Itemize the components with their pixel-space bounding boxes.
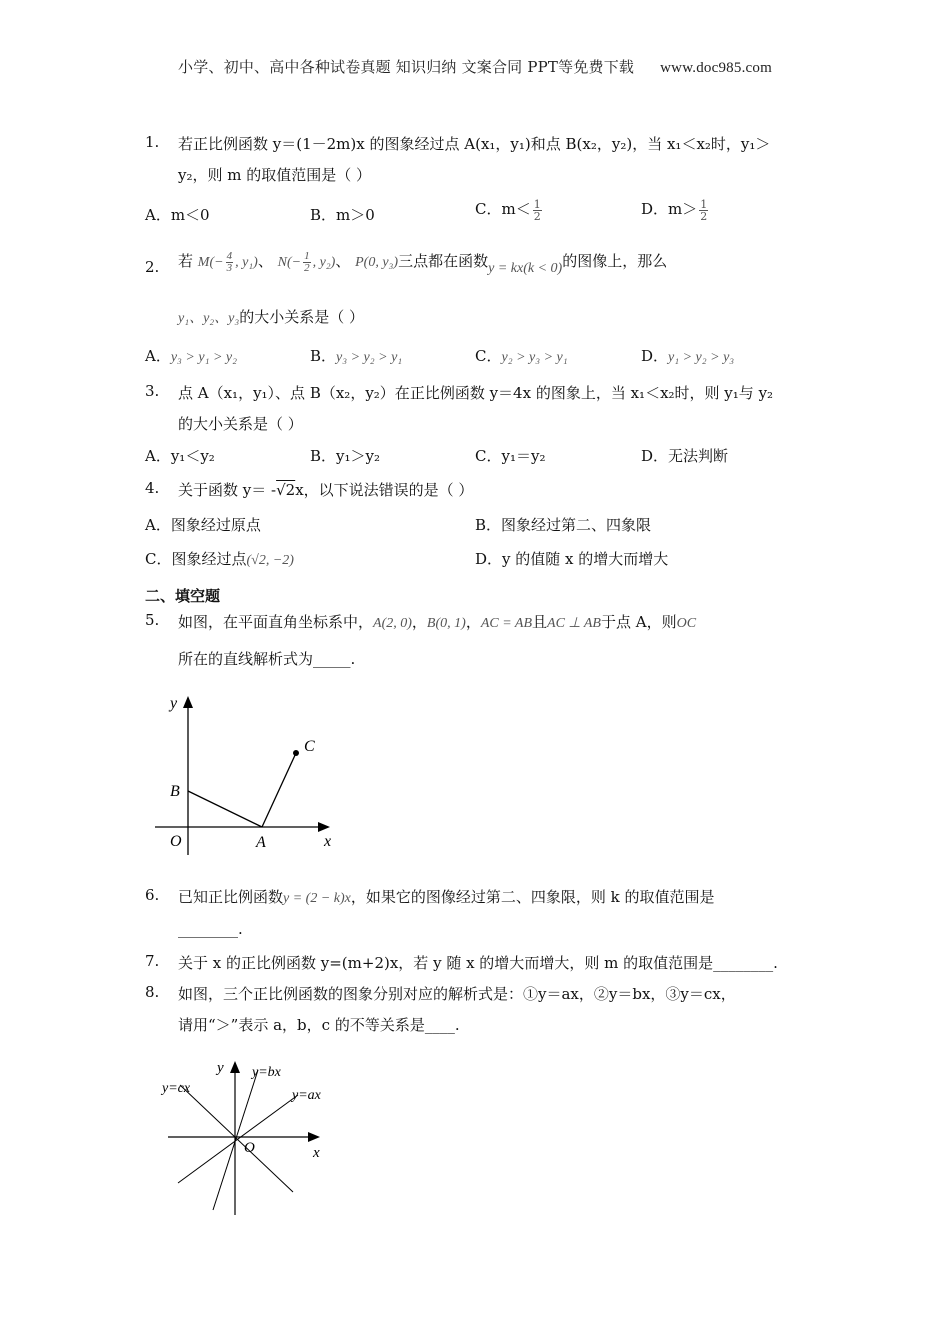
q8-figure xyxy=(158,1055,338,1220)
q1-option-c-label: C．m＜ xyxy=(475,200,531,218)
q6-line2: ________. xyxy=(178,920,243,938)
header-url[interactable]: www.doc985.com xyxy=(660,60,772,76)
q2-option-d-math: y₁ > y₂ > y₃ xyxy=(668,350,735,365)
q5-cond1: AC = AB xyxy=(480,616,533,631)
label-ycx: y=cx xyxy=(162,1081,191,1096)
q1-number: 1. xyxy=(145,133,160,151)
q4-option-b: B．图象经过第二、四象限 xyxy=(475,516,652,534)
q2-option-a xyxy=(145,345,237,366)
q2-option-a-label: A． xyxy=(145,347,171,365)
q5-comma1: ， xyxy=(411,613,427,631)
q2-line1 xyxy=(178,250,667,274)
q2-option-c-math: y₂ > y₃ > y₁ xyxy=(501,350,568,365)
label-c: C xyxy=(304,738,315,755)
label-y: y xyxy=(170,695,178,712)
y-axis-arrow xyxy=(183,696,193,708)
y-axis-arrow xyxy=(230,1061,240,1073)
q2-option-a-math: y₃ > y₁ > y₂ xyxy=(170,350,237,365)
q6-pre: 已知正比例函数 xyxy=(178,888,284,906)
q2-mid-text: 三点都在函数 xyxy=(398,252,489,270)
q2-text-ruo: 若 xyxy=(178,252,194,270)
q4-sqrt: √2 xyxy=(276,481,296,499)
q2-sep1: 、 xyxy=(257,252,273,270)
q6-line1 xyxy=(178,886,715,907)
q2-option-d xyxy=(641,345,734,366)
q3-option-d: D．无法判断 xyxy=(641,447,729,465)
q3-number: 3. xyxy=(145,382,160,400)
q2-option-c xyxy=(475,345,568,366)
q3-option-c: C．y₁＝y₂ xyxy=(475,447,546,465)
q2-option-b xyxy=(310,345,402,366)
q6-number: 6. xyxy=(145,886,160,904)
q7-number: 7. xyxy=(145,952,160,970)
q6-function: y = (2 − k)x xyxy=(283,891,351,906)
q5-figure xyxy=(150,690,340,860)
q2-n-post: , y₂) xyxy=(312,255,336,270)
q3-line1: 点 A（x₁，y₁）、点 B（x₂，y₂）在正比例函数 y＝4x 的图象上，当 x₁＜x₂时，则 y₁与 y₂ xyxy=(178,384,774,402)
x-axis-arrow xyxy=(318,822,330,832)
q2-point-n xyxy=(277,250,336,275)
q1-option-d-fraction xyxy=(699,199,708,222)
label-x: x xyxy=(313,1145,320,1161)
q2-n-fraction xyxy=(303,251,311,274)
q2-m-post: , y₁) xyxy=(235,255,258,270)
q2-sep2: 、 xyxy=(335,252,351,270)
q5-qie: 且 xyxy=(532,613,548,631)
header-text: 小学、初中、高中各种试卷真题 知识归纳 文案合同 PPT等免费下载 xyxy=(178,58,635,76)
q2-option-b-label: B． xyxy=(310,347,337,365)
q4-option-a: A．图象经过原点 xyxy=(145,516,261,534)
label-o: O xyxy=(170,833,182,850)
label-b: B xyxy=(170,783,180,800)
frac-den: 2 xyxy=(533,209,541,223)
label-y: y xyxy=(217,1060,224,1076)
q7-line1: 关于 x 的正比例函数 y=(m+2)x，若 y 随 x 的增大而增大，则 m 的取值范围是________. xyxy=(178,954,778,972)
frac-num: 1 xyxy=(533,197,541,211)
q1-option-b: B．m＞0 xyxy=(310,206,375,224)
q4-line1-post: x，以下说法错误的是（ ） xyxy=(295,481,474,499)
segment-ab xyxy=(188,791,262,827)
q4-option-c-math: (√2, −2) xyxy=(246,553,294,568)
q2-option-b-math: y₃ > y₂ > y₁ xyxy=(336,350,403,365)
q3-line2: 的大小关系是（ ） xyxy=(178,415,303,433)
q2-tail-text: 的图像上，那么 xyxy=(562,252,668,270)
q2-ys: y₁、y₂、y₃ xyxy=(178,311,240,326)
q2-line2-text: 的大小关系是（ ） xyxy=(239,308,365,326)
label-a: A xyxy=(256,834,266,851)
q6-post: ，如果它的图像经过第二、四象限，则 k 的取值范围是 xyxy=(350,888,715,906)
q2-number: 2. xyxy=(145,258,160,276)
q5-number: 5. xyxy=(145,611,160,629)
q5-cond2: AC ⊥ AB xyxy=(547,616,601,631)
page-header xyxy=(0,56,950,77)
q5-line2: 所在的直线解析式为_____. xyxy=(178,650,356,668)
q2-point-m xyxy=(197,250,258,275)
q8-line2: 请用“＞”表示 a，b，c 的不等关系是____. xyxy=(178,1016,460,1034)
q5-point-b: B(0, 1) xyxy=(426,616,466,631)
label-yax: y=ax xyxy=(292,1088,321,1103)
q4-line1-pre: 关于函数 y＝ - xyxy=(178,481,277,499)
q2-option-d-label: D． xyxy=(641,347,669,365)
frac-num: 4 xyxy=(226,250,233,263)
q4-option-c-text: C．图象经过点 xyxy=(145,550,247,568)
q5-oc: OC xyxy=(676,616,697,631)
q1-option-c-fraction xyxy=(533,199,542,222)
frac-den: 2 xyxy=(304,262,310,275)
x-axis-arrow xyxy=(308,1132,320,1142)
q5-pre: 如图，在平面直角坐标系中， xyxy=(178,613,374,631)
q5-point-a: A(2, 0) xyxy=(373,616,412,631)
frac-num: 1 xyxy=(700,197,708,211)
q1-line1: 若正比例函数 y＝(1－2m)x 的图象经过点 A(x₁，y₁)和点 B(x₂，y₂)，当 x₁＜x₂时，y₁＞ xyxy=(178,135,771,153)
line-yax xyxy=(178,1095,298,1183)
q5-line1 xyxy=(178,611,696,632)
frac-den: 2 xyxy=(700,209,708,223)
q2-m-pre: M(− xyxy=(197,255,224,270)
frac-num: 1 xyxy=(304,250,310,263)
q2-n-pre: N(− xyxy=(277,255,302,270)
q4-option-c xyxy=(145,548,294,569)
q1-option-d-label: D．m＞ xyxy=(641,200,698,218)
q2-line2 xyxy=(178,306,364,327)
q1-option-a: A．m＜0 xyxy=(145,206,210,224)
q2-m-fraction xyxy=(226,251,234,274)
q5-post: 于点 A，则 xyxy=(600,613,677,631)
q1-option-d xyxy=(641,198,710,222)
q4-number: 4. xyxy=(145,479,160,497)
q3-option-a: A．y₁＜y₂ xyxy=(145,447,215,465)
q1-line2: y₂，则 m 的取值范围是（ ） xyxy=(178,166,372,184)
q3-option-b: B．y₁＞y₂ xyxy=(310,447,380,465)
q4-line1 xyxy=(178,479,473,500)
q8-number: 8. xyxy=(145,983,160,1001)
section-fill-in-blank-title: 二、填空题 xyxy=(145,587,221,605)
q1-option-c xyxy=(475,198,544,222)
q2-option-c-label: C． xyxy=(475,347,502,365)
q8-line1: 如图，三个正比例函数的图象分别对应的解析式是：①y＝ax，②y＝bx，③y＝cx， xyxy=(178,985,736,1003)
frac-den: 3 xyxy=(226,262,233,275)
point-c xyxy=(293,750,299,756)
q2-point-p: P(0, y₃) xyxy=(355,255,399,270)
q5-comma2: ， xyxy=(465,613,481,631)
label-o: O xyxy=(244,1140,255,1156)
q4-option-d: D．y 的值随 x 的增大而增大 xyxy=(475,550,669,568)
label-x: x xyxy=(324,833,332,850)
label-ybx: y=bx xyxy=(252,1065,281,1080)
q2-function: y = kx(k < 0) xyxy=(488,261,563,276)
segment-ac xyxy=(262,753,296,827)
